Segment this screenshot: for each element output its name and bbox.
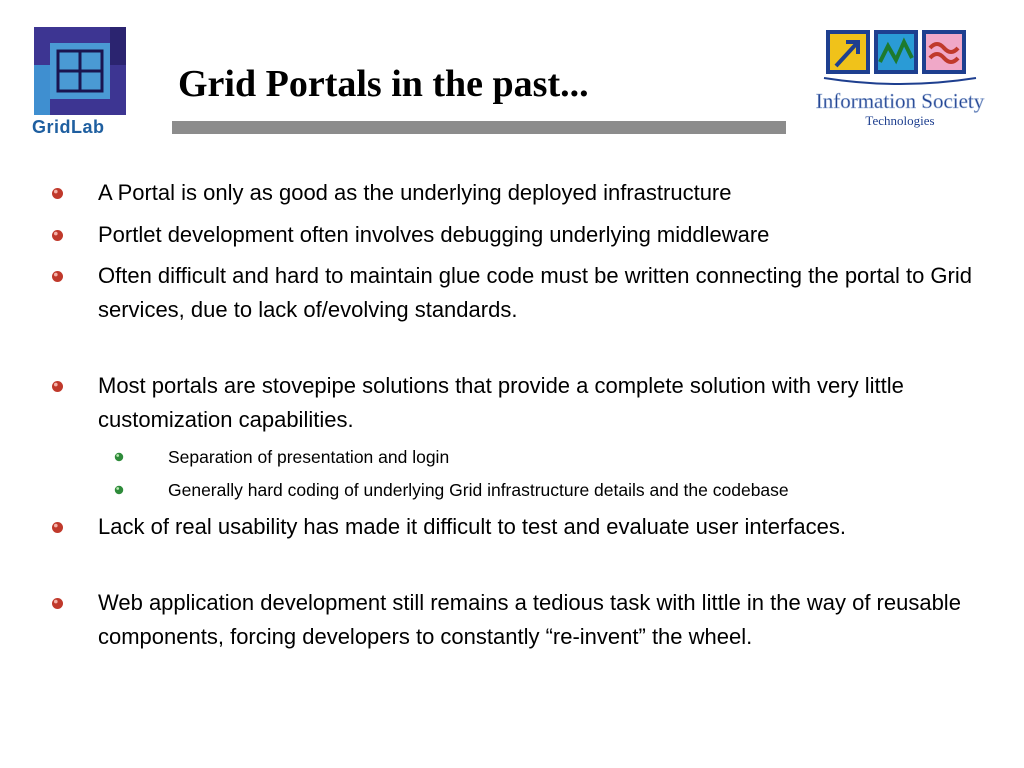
ist-subwordmark: Technologies: [865, 113, 935, 128]
red-bullet-icon: [51, 229, 64, 242]
bullet-item: Portlet development often involves debugging underlying middleware: [98, 222, 770, 247]
slide-title: Grid Portals in the past...: [178, 63, 589, 105]
gridlab-wordmark: GridLab: [32, 117, 105, 137]
ist-wordmark: Information Society: [815, 89, 985, 113]
sub-bullet-item: Separation of presentation and login: [168, 447, 450, 467]
bullet-item: Web application development still remains a tedious task with little in the way of reusable components, forcing developers to constantly “re-invent” the wheel.: [98, 590, 961, 649]
red-bullet-icon: [51, 270, 64, 283]
bullet-item: Most portals are stovepipe solutions that provide a complete solution with very little customization capabilities.: [98, 373, 904, 432]
green-bullet-icon: [114, 452, 124, 462]
bullet-item: Lack of real usability has made it difficult to test and evaluate user interfaces.: [98, 514, 846, 539]
bullet-item: A Portal is only as good as the underlying deployed infrastructure: [98, 180, 732, 205]
red-bullet-icon: [51, 521, 64, 534]
bullet-item: Often difficult and hard to maintain glue code must be written connecting the portal to Grid services, due to lack of/evolving standards.: [98, 263, 972, 322]
green-bullet-icon: [114, 485, 124, 495]
red-bullet-icon: [51, 380, 64, 393]
sub-bullet-item: Generally hard coding of underlying Grid infrastructure details and the codebase: [168, 480, 789, 500]
red-bullet-icon: [51, 187, 64, 200]
red-bullet-icon: [51, 597, 64, 610]
